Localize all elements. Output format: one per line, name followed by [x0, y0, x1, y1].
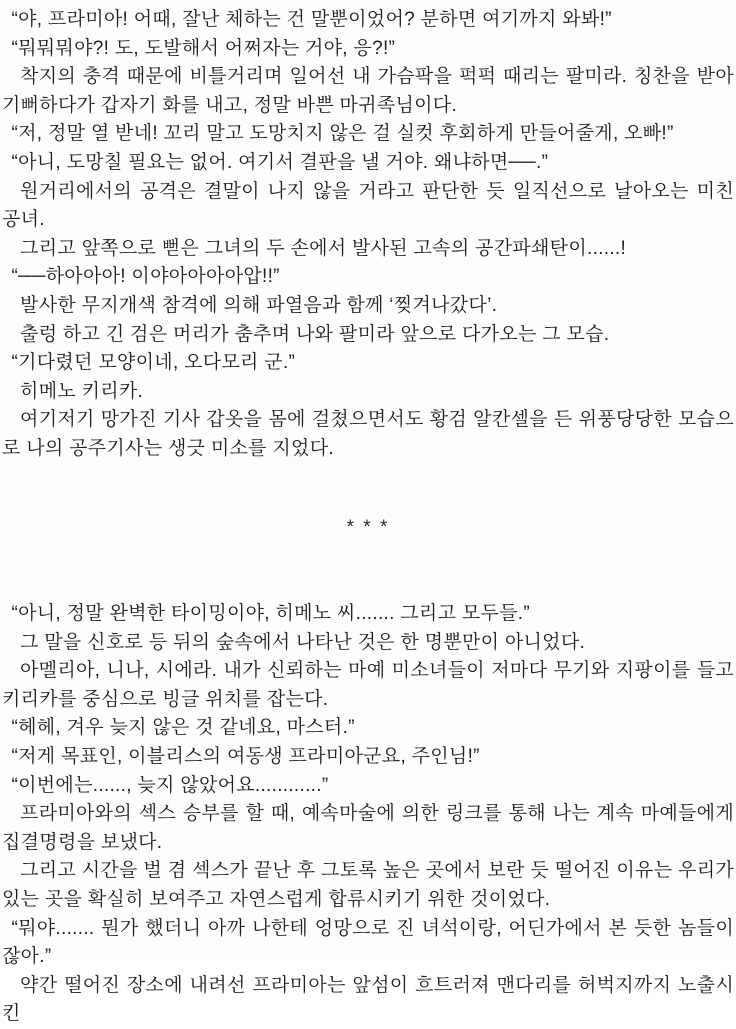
paragraph: 약간 떨어진 장소에 내려선 프라미아는 앞섬이 흐트러져 맨다리를 허벅지까지 노출시킨 [2, 974, 734, 1025]
paragraph: 발사한 무지개색 참격에 의해 파열음과 함께 ‘찢겨나갔다’. [20, 294, 498, 316]
paragraph: “저, 정말 열 받네! 꼬리 말고 도망치지 않은 걸 실컷 후회하게 만들어줄게, 오빠!” [11, 123, 674, 145]
paragraph: “아니, 정말 완벽한 타이밍이야, 히메노 씨....... 그리고 모두들.” [11, 603, 530, 625]
paragraph: 여기저기 망가진 기사 갑옷을 몸에 걸쳤으면서도 황검 알칸셀을 든 위풍당당한 모습으로 나의 공주기사는 생긋 미소를 지었다. [2, 409, 734, 459]
paragraph: “기다렸던 모양이네, 오다모리 군.” [11, 352, 296, 374]
paragraph: “──하아아아! 이야아아아아압!!” [11, 266, 280, 288]
paragraph: “뭐뭐뭐야?! 도, 도발해서 어쩌자는 거야, 응?!” [11, 37, 396, 59]
paragraph: “뭐야....... 뭔가 했더니 아까 나한테 엉망으로 진 녀석이랑, 어딘가에서 본 듯한 놈들이잖아.” [2, 917, 734, 968]
paragraph: “이번에는......, 늦지 않았어요............” [11, 774, 329, 796]
paragraph: 프라미아와의 섹스 승부를 할 때, 예속마술에 의한 링크를 통해 나는 계속 마예들에게 집결명령을 보냈다. [2, 803, 734, 853]
paragraph: 착지의 충격 때문에 비틀거리며 일어선 내 가슴팍을 퍽퍽 때리는 팔미라. 칭찬을 받아 기뻐하다가 갑자기 화를 내고, 정말 바쁜 마귀족님이다. [2, 66, 734, 116]
paragraph: “아니, 도망칠 필요는 없어. 여기서 결판을 낼 거야. 왜냐하면──.” [11, 151, 549, 173]
paragraph: 아멜리아, 니나, 시에라. 내가 신뢰하는 마예 미소녀들이 저마다 무기와 지팡이를 들고 키리카를 중심으로 빙글 위치를 잡는다. [2, 660, 734, 710]
paragraph: 그 말을 신호로 등 뒤의 숲속에서 나타난 것은 한 명뿐만이 아니었다. [20, 631, 586, 653]
paragraph: 출렁 하고 긴 검은 머리가 춤추며 나와 팔미라 앞으로 다가오는 그 모습. [20, 323, 610, 345]
paragraph: “헤헤, 겨우 늦지 않은 것 같네요, 마스터.” [11, 717, 355, 739]
paragraph: 히메노 키리카. [20, 380, 144, 402]
paragraph: 그리고 시간을 벌 겸 섹스가 끝난 후 그토록 높은 곳에서 보란 듯 떨어진 이유는 우리가 있는 곳을 확실히 보여주고 자연스럽게 합류시키기 위한 것이었다. [2, 860, 734, 911]
paragraph: “야, 프라미아! 어때, 잘난 체하는 건 말뿐이었어? 분하면 여기까지 와봐!” [11, 9, 612, 30]
paragraph: 그리고 앞쪽으로 뻗은 그녀의 두 손에서 발사된 고속의 공간파쇄탄이......! [20, 237, 627, 259]
scene-separator: * * * [346, 516, 390, 538]
paragraph: 원거리에서의 공격은 결말이 나지 않을 거라고 판단한 듯 일직선으로 날아오는 미친 공녀. [2, 180, 734, 231]
paragraph: “저게 목표인, 이블리스의 여동생 프라미아군요, 주인님!” [11, 746, 480, 768]
